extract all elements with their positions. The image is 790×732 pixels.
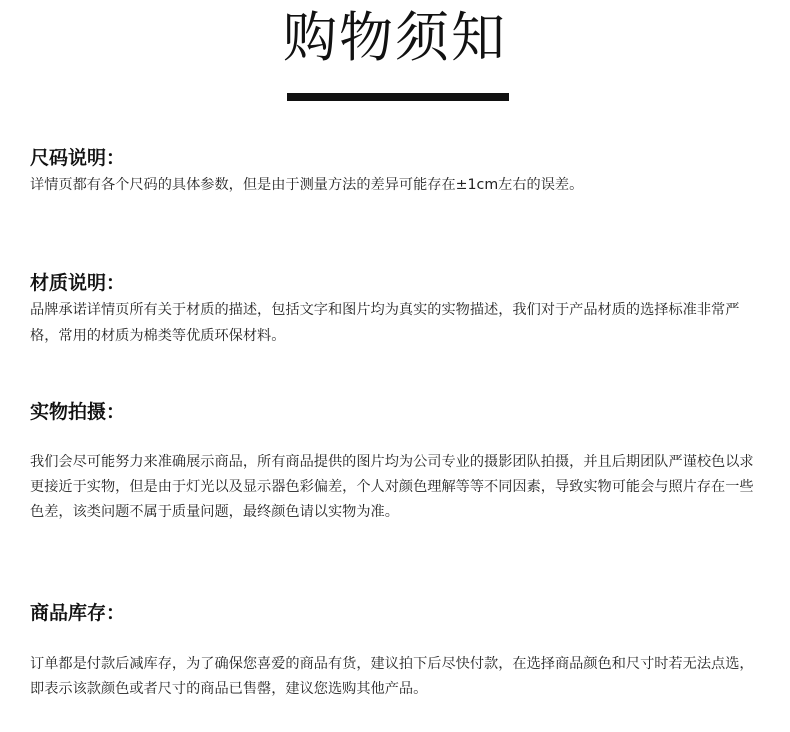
page-title: 购物须知 [283, 6, 507, 69]
section-size-body: 详情页都有各个尺码的具体参数，但是由于测量方法的差异可能存在±1cm左右的误差。 [30, 177, 584, 193]
section-material-body: 品牌承诺详情页所有关于材质的描述，包括文字和图片均为真实的实物描述，我们对于产品材质的选择标准非常严格，常用的材质为棉类等优质环保材料。 [30, 302, 740, 344]
section-material-heading: 材质说明： [30, 272, 126, 294]
section-photo-body: 我们会尽可能努力来准确展示商品，所有商品提供的图片均为公司专业的摄影团队拍摄，并且后期团队严谨校色以求更接近于实物，但是由于灯光以及显示器色彩偏差，个人对颜色理解等等不同因素，导致实物可能会与照片存在一些色差，该类问题不属于质量问题，最终颜色请以实物为准。 [30, 454, 754, 520]
title-underline-bar [287, 93, 509, 101]
section-photo-heading: 实物拍摄： [30, 401, 126, 423]
section-size-heading: 尺码说明： [30, 147, 126, 169]
section-stock-body: 订单都是付款后减库存，为了确保您喜爱的商品有货，建议拍下后尽快付款，在选择商品颜色和尺寸时若无法点选，即表示该款颜色或者尺寸的商品已售罄，建议您选购其他产品。 [30, 656, 754, 697]
section-stock-heading: 商品库存： [30, 602, 126, 624]
